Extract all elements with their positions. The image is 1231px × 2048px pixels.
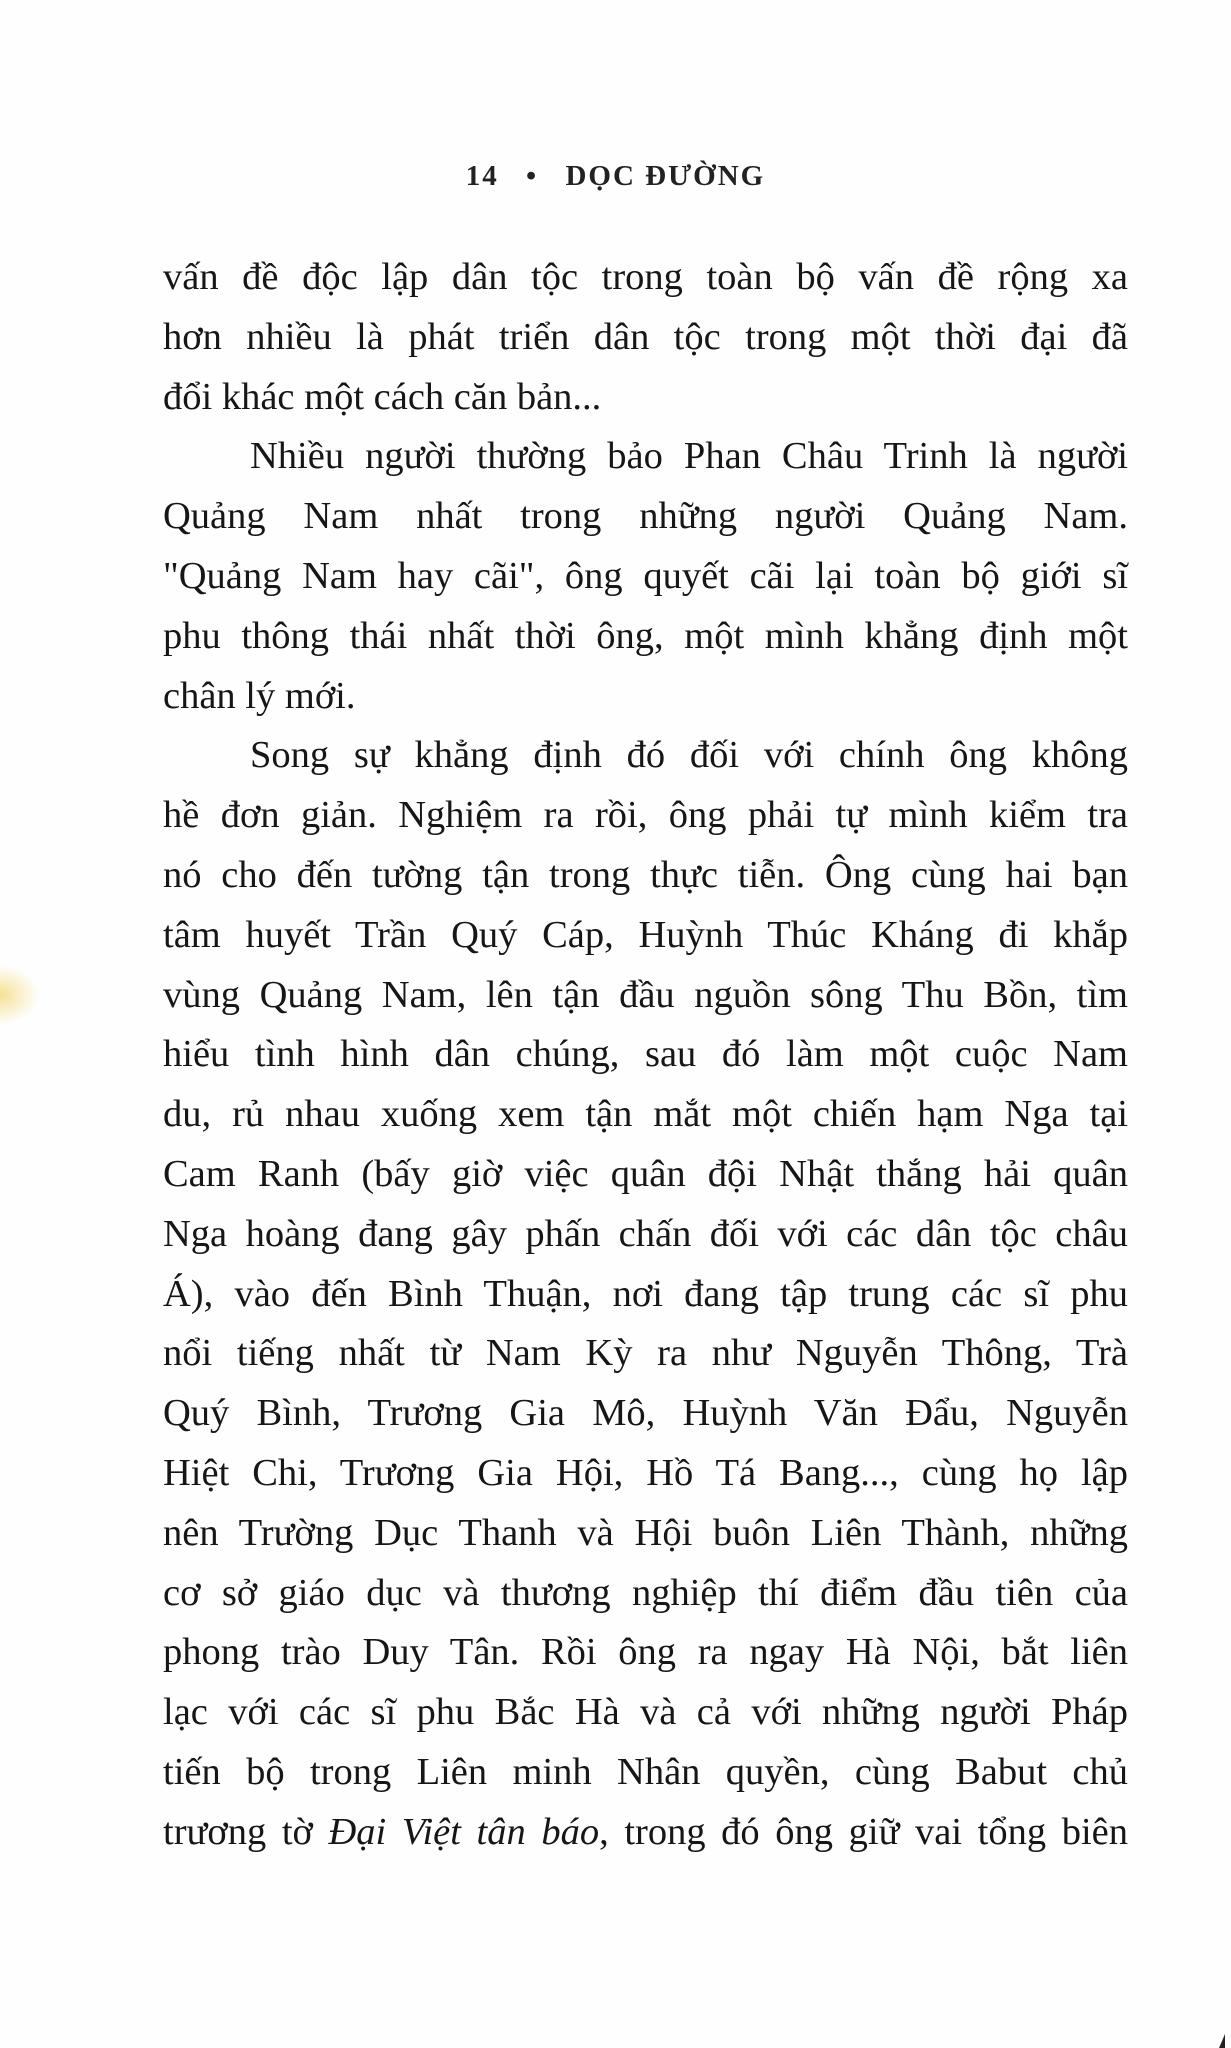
body-text — [163, 248, 1128, 1863]
paragraph-2 — [163, 427, 1128, 726]
text-line: du, rủ nhau xuống xem tận mắt một chiến hạm Nga tại — [163, 1093, 1128, 1136]
text-line: chân lý mới. — [163, 674, 356, 717]
text-line: Nhiều người thường bảo Phan Châu Trinh là người — [250, 435, 1128, 478]
text-line: phu thông thái nhất thời ông, một mình khẳng định một — [163, 614, 1128, 657]
text-line: Á), vào đến Bình Thuận, nơi đang tập trung các sĩ phu — [163, 1272, 1128, 1315]
paragraph-3 — [163, 726, 1128, 1862]
text-line: cơ sở giáo dục và thương nghiệp thí điểm đầu tiên của — [163, 1571, 1128, 1614]
text-line: nó cho đến tường tận trong thực tiễn. Ông cùng hai bạn — [163, 853, 1128, 896]
running-header — [0, 160, 1231, 193]
text-line: hề đơn giản. Nghiệm ra rồi, ông phải tự mình kiểm tra — [163, 794, 1128, 837]
text-line: Cam Ranh (bấy giờ việc quân đội Nhật thắng hải quân — [163, 1152, 1128, 1195]
text-line: vùng Quảng Nam, lên tận đầu nguồn sông Thu Bồn, tìm — [163, 973, 1128, 1016]
text-line: tiến bộ trong Liên minh Nhân quyền, cùng Babut chủ — [163, 1750, 1128, 1793]
text-fragment: , trong đó ông giữ vai tổng biên — [599, 1810, 1128, 1853]
text-line-with-italic-title — [163, 1803, 1128, 1863]
page-number: 14 — [465, 160, 499, 192]
text-line: lạc với các sĩ phu Bắc Hà và cả với những người Pháp — [163, 1691, 1128, 1734]
text-fragment: trương tờ — [163, 1810, 329, 1853]
paragraph-1 — [163, 248, 1128, 427]
text-line: Hiệt Chi, Trương Gia Hội, Hồ Tá Bang..., cùng họ lập — [163, 1451, 1128, 1494]
text-line: "Quảng Nam hay cãi", ông quyết cãi lại toàn bộ giới sĩ — [163, 554, 1128, 597]
text-line: hiểu tình hình dân chúng, sau đó làm một cuộc Nam — [163, 1033, 1128, 1076]
text-line: Song sự khẳng định đó đối với chính ông không — [250, 734, 1128, 777]
header-separator: • — [526, 160, 539, 192]
newspaper-title: Đại Việt tân báo — [328, 1810, 600, 1853]
text-line: Quảng Nam nhất trong những người Quảng Nam. — [163, 495, 1128, 538]
text-line: Quý Bình, Trương Gia Mô, Huỳnh Văn Đẩu, Nguyễn — [163, 1392, 1128, 1435]
text-line: hơn nhiều là phát triển dân tộc trong một thời đại đã — [163, 315, 1128, 358]
text-line: đổi khác một cách căn bản... — [163, 375, 602, 418]
text-line: tâm huyết Trần Quý Cáp, Huỳnh Thúc Kháng đi khắp — [163, 913, 1128, 956]
text-line: vấn đề độc lập dân tộc trong toàn bộ vấn đề rộng xa — [163, 256, 1128, 298]
running-title: DỌC ĐƯỜNG — [565, 160, 766, 192]
text-line: nổi tiếng nhất từ Nam Kỳ ra như Nguyễn Thông, Trà — [163, 1332, 1128, 1375]
text-line: phong trào Duy Tân. Rồi ông ra ngay Hà Nội, bắt liên — [163, 1631, 1128, 1674]
page-stain — [0, 965, 40, 1025]
text-line: Nga hoàng đang gây phấn chấn đối với các dân tộc châu — [163, 1212, 1128, 1255]
corner-mark — [1219, 2034, 1225, 2048]
text-line: nên Trường Dục Thanh và Hội buôn Liên Thành, những — [163, 1511, 1128, 1554]
